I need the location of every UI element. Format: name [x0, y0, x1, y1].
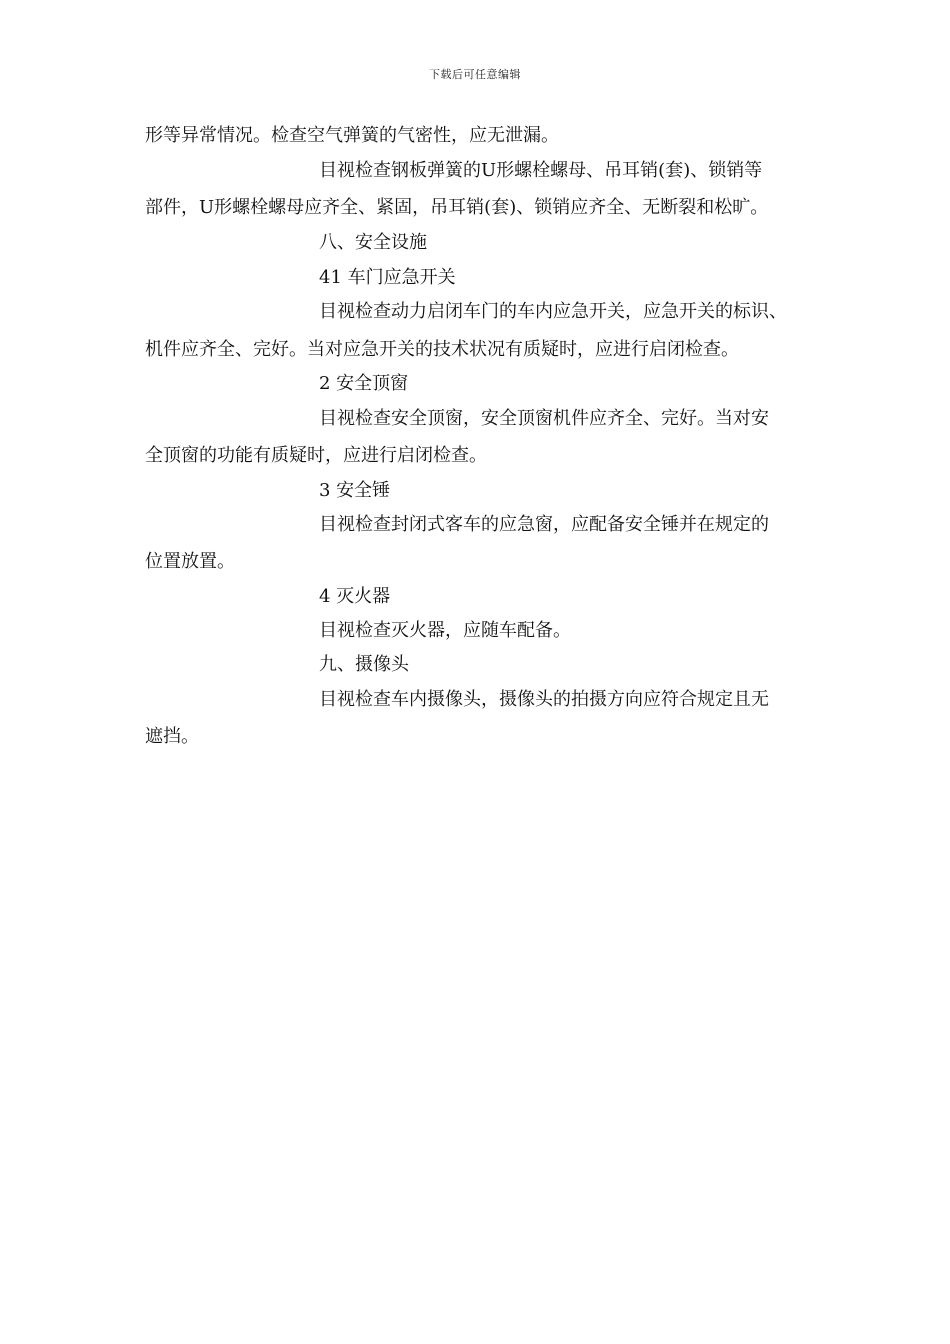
subsection-heading: 2 安全顶窗: [319, 373, 409, 394]
paragraph-line: 目视检查安全顶窗，安全顶窗机件应齐全、完好。当对安: [319, 408, 769, 429]
paragraph-line: 目视检查钢板弹簧的U形螺栓螺母、吊耳销(套)、锁销等: [319, 160, 763, 181]
paragraph-line: 遮挡。: [145, 726, 199, 747]
section-heading: 九、摄像头: [319, 654, 409, 675]
subsection-heading: 3 安全锤: [319, 480, 391, 501]
paragraph-line: 机件应齐全、完好。当对应急开关的技术状况有质疑时，应进行启闭检查。: [145, 339, 739, 360]
paragraph-line: 目视检查灭火器，应随车配备。: [319, 620, 571, 641]
paragraph-line: 全顶窗的功能有质疑时，应进行启闭检查。: [145, 445, 487, 466]
page-header: 下载后可任意编辑: [429, 68, 521, 81]
paragraph-line: 形等异常情况。检查空气弹簧的气密性，应无泄漏。: [145, 125, 559, 146]
section-heading: 八、安全设施: [319, 232, 427, 253]
paragraph-line: 目视检查封闭式客车的应急窗，应配备安全锤并在规定的: [319, 514, 769, 535]
subsection-heading: 4 灭火器: [319, 586, 391, 607]
subsection-heading: 41 车门应急开关: [319, 267, 456, 288]
paragraph-line: 部件，U形螺栓螺母应齐全、紧固，吊耳销(套)、锁销应齐全、无断裂和松旷。: [145, 197, 769, 218]
paragraph-line: 位置放置。: [145, 551, 235, 572]
paragraph-line: 目视检查动力启闭车门的车内应急开关，应急开关的标识、: [319, 301, 787, 322]
paragraph-line: 目视检查车内摄像头，摄像头的拍摄方向应符合规定且无: [319, 689, 769, 710]
